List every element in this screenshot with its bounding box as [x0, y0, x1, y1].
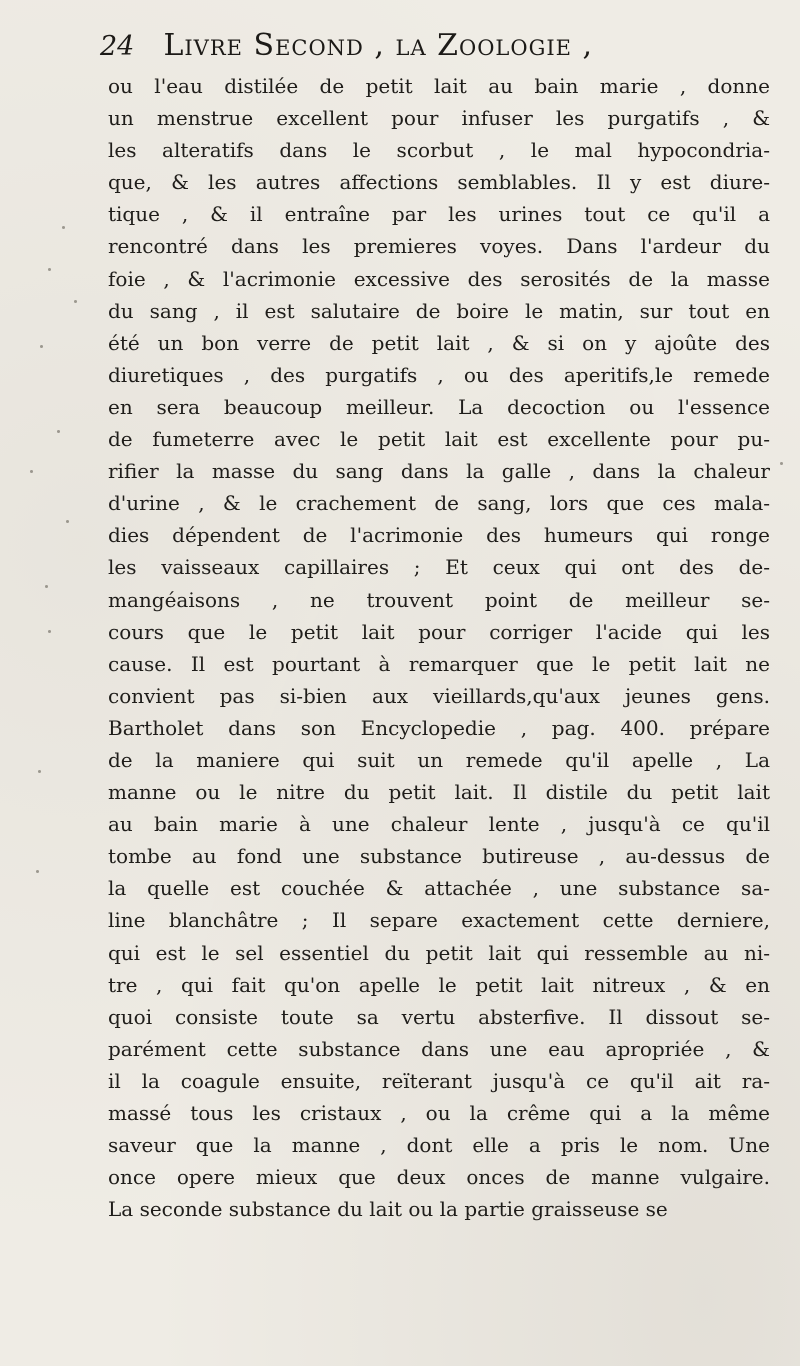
paper-speck	[74, 300, 77, 303]
text-line: du sang , il est salutaire de boire le matin, sur tout en	[108, 298, 770, 323]
text-line: manne ou le nitre du petit lait. Il distile du petit lait	[108, 780, 770, 805]
running-title: Livre Second , la Zoologie ,	[163, 28, 594, 63]
paper-speck	[66, 520, 69, 523]
paper-speck	[36, 870, 39, 873]
text-line: la quelle est couchée & attachée , une substance sa-	[108, 876, 770, 901]
text-line: qui est le sel essentiel du petit lait qui ressemble au ni-	[108, 940, 770, 965]
text-line: rifier la masse du sang dans la galle , dans la chaleur	[108, 459, 770, 484]
text-line: quoi consiste toute sa vertu absterfive. Il dissout se-	[108, 1004, 770, 1029]
text-line: cours que le petit lait pour corriger l'acide qui les	[108, 619, 770, 644]
paper-speck	[48, 268, 51, 271]
paper-speck	[40, 345, 43, 348]
paper-speck	[48, 630, 51, 633]
text-line: cause. Il est pourtant à remarquer que le petit lait ne	[108, 651, 770, 676]
paper-speck	[30, 470, 33, 473]
text-line: tique , & il entraîne par les urines tout ce qu'il a	[108, 202, 770, 227]
text-line: d'urine , & le crachement de sang, lors que ces mala-	[108, 491, 770, 516]
text-line: il la coagule ensuite, reïterant jusqu'à ce qu'il ait ra-	[108, 1068, 770, 1093]
text-line: convient pas si-bien aux vieillards,qu'aux jeunes gens.	[108, 683, 770, 708]
paper-speck	[38, 770, 41, 773]
text-line: Bartholet dans son Encyclopedie , pag. 400. prépare	[108, 715, 770, 740]
text-line: dies dépendent de l'acrimonie des humeurs qui ronge	[108, 523, 770, 548]
body-text	[108, 70, 770, 1225]
text-line: foie , & l'acrimonie excessive des serosités de la masse	[108, 266, 770, 291]
text-line: au bain marie à une chaleur lente , jusqu'à ce qu'il	[108, 812, 770, 837]
text-line: diuretiques , des purgatifs , ou des aperitifs,le remede	[108, 362, 770, 387]
text-line: tombe au fond une substance butireuse , au-dessus de	[108, 844, 770, 869]
text-line: La seconde substance du lait ou la partie graisseuse se	[108, 1197, 668, 1222]
page-header	[100, 28, 700, 72]
paper-speck	[62, 226, 65, 229]
paper-speck	[780, 462, 783, 465]
text-line: de fumeterre avec le petit lait est excellente pour pu-	[108, 427, 770, 452]
text-line: line blanchâtre ; Il separe exactement cette derniere,	[108, 908, 770, 933]
text-line: rencontré dans les premieres voyes. Dans l'ardeur du	[108, 234, 770, 259]
page-number: 24	[100, 31, 135, 62]
text-line: les vaisseaux capillaires ; Et ceux qui ont des de-	[108, 555, 770, 580]
text-line: en sera beaucoup meilleur. La decoction ou l'essence	[108, 394, 770, 419]
text-line: que, & les autres affections semblables. Il y est diure-	[108, 170, 770, 195]
text-line: ou l'eau distilée de petit lait au bain marie , donne	[108, 74, 770, 98]
text-line: once opere mieux que deux onces de manne vulgaire.	[108, 1165, 770, 1190]
text-line: un menstrue excellent pour infuser les purgatifs , &	[108, 106, 770, 131]
paper-speck	[45, 585, 48, 588]
text-line: saveur que la manne , dont elle a pris le nom. Une	[108, 1133, 770, 1158]
text-line: mangéaisons , ne trouvent point de meilleur se-	[108, 587, 770, 612]
text-line: massé tous les cristaux , ou la crême qui a la même	[108, 1101, 770, 1125]
text-line: les alteratifs dans le scorbut , le mal hypocondria-	[108, 138, 770, 163]
text-line: parément cette substance dans une eau apropriée , &	[108, 1036, 770, 1061]
paper-speck	[57, 430, 60, 433]
text-line: été un bon verre de petit lait , & si on y ajoûte des	[108, 330, 770, 355]
text-line: tre , qui fait qu'on apelle le petit lait nitreux , & en	[108, 972, 770, 997]
text-line: de la maniere qui suit un remede qu'il apelle , La	[108, 747, 770, 772]
